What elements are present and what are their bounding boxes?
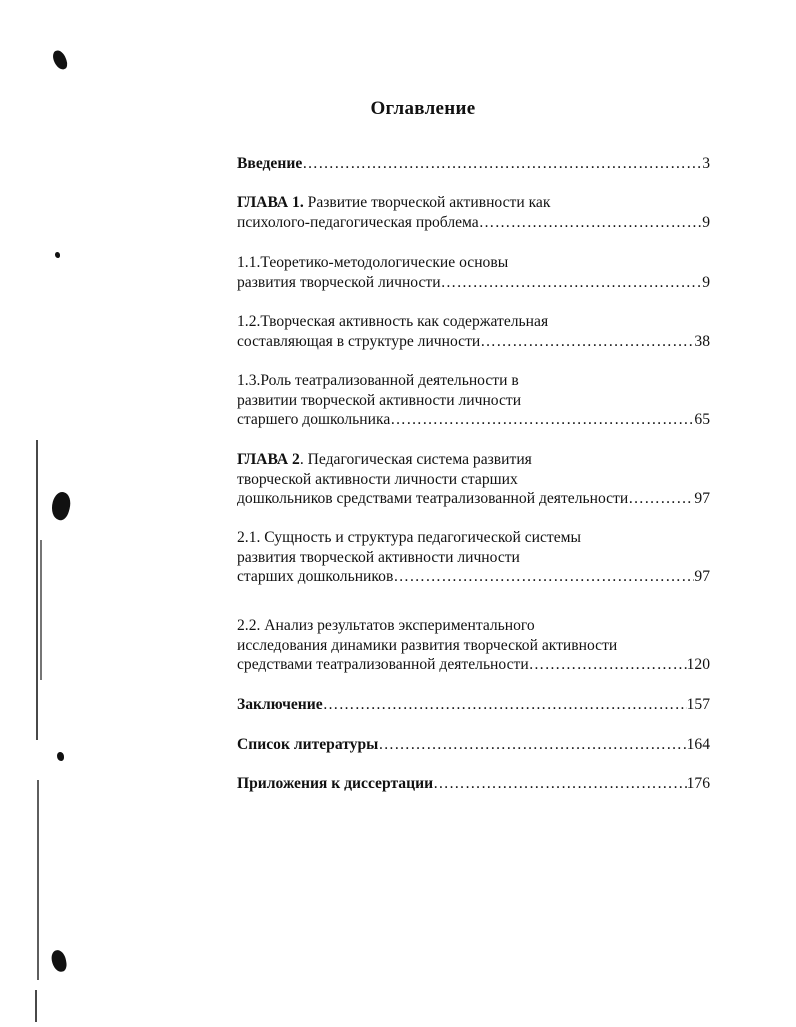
- toc-entry-introduction[interactable]: [237, 154, 710, 174]
- toc-line: 1.2.Творческая активность как содержательная: [237, 313, 549, 330]
- toc-line: психолого-педагогическая проблема: [237, 213, 479, 231]
- toc-line: старших дошкольников: [237, 568, 394, 585]
- scan-blot: [55, 252, 60, 258]
- page-number: 9: [702, 213, 710, 231]
- page-number: 65: [694, 411, 710, 428]
- page-number: 120: [686, 656, 710, 673]
- toc-entry-bibliography[interactable]: [237, 735, 710, 755]
- dot-leader: [393, 567, 694, 587]
- toc-line: составляющая в структуре личности: [237, 332, 481, 350]
- scan-blot: [57, 752, 64, 761]
- toc-line: развития творческой личности: [237, 273, 441, 291]
- scan-blot: [50, 949, 68, 973]
- toc-entry-section-1-2[interactable]: [237, 312, 710, 351]
- toc-line: средствами театрализованной деятельности: [237, 656, 529, 673]
- dot-leader: [302, 154, 702, 174]
- toc-line: творческой активности личности старших: [237, 470, 518, 488]
- toc-line: 1.1.Теоретико-методологические основы: [237, 254, 509, 271]
- dot-leader: [378, 735, 686, 755]
- page-number: 38: [694, 332, 710, 350]
- toc-entry-conclusion[interactable]: [237, 695, 710, 715]
- dot-leader: [390, 410, 694, 430]
- toc-entry-section-1-3[interactable]: [237, 371, 710, 430]
- toc-line: Развитие творческой активности как: [307, 194, 551, 211]
- page-number: 164: [686, 736, 710, 753]
- toc-entry-section-2-2[interactable]: [237, 616, 710, 675]
- toc-line: исследования динамики развития творческой активности: [237, 636, 618, 654]
- toc-entry-section-1-1[interactable]: [237, 253, 710, 292]
- page-number: 9: [702, 273, 710, 291]
- scan-edge-line: [36, 440, 38, 740]
- toc-line: . Педагогическая система развития: [299, 451, 532, 468]
- toc-line: 2.1. Сущность и структура педагогической системы: [237, 529, 581, 546]
- chapter-label: ГЛАВА 1.: [237, 194, 304, 211]
- dot-leader: [529, 655, 687, 675]
- toc-line: дошкольников средствами театрализованной деятельности: [237, 490, 629, 507]
- toc-heading: Приложения к диссертации: [237, 775, 434, 792]
- dot-leader: [480, 332, 694, 352]
- dot-leader: [479, 213, 702, 233]
- page-number: 3: [702, 155, 710, 172]
- toc-entry-appendices[interactable]: [237, 774, 710, 794]
- toc-entry-chapter-1[interactable]: [237, 193, 710, 232]
- page-title: Оглавление: [370, 98, 476, 119]
- toc-line: старшего дошкольника: [237, 411, 391, 428]
- toc-line: развития творческой активности личности: [237, 548, 520, 566]
- page-number: 157: [686, 696, 710, 713]
- toc-entry-chapter-2[interactable]: [237, 450, 710, 509]
- toc-line: 2.2. Анализ результатов экспериментального: [237, 617, 535, 634]
- scan-blot: [49, 490, 74, 522]
- scan-edge-line: [35, 990, 37, 1022]
- scan-blot: [51, 49, 69, 72]
- toc-line: 1.3.Роль театрализованной деятельности в: [237, 372, 519, 389]
- toc-heading: Заключение: [237, 696, 323, 713]
- scan-edge-line: [37, 780, 39, 980]
- toc-line: развитии творческой активности личности: [237, 391, 522, 409]
- toc-entry-section-2-1[interactable]: [237, 528, 710, 587]
- page-number: 97: [694, 490, 710, 507]
- chapter-label: ГЛАВА 2: [237, 451, 300, 468]
- dot-leader: [433, 774, 687, 794]
- toc-heading: Список литературы: [237, 736, 379, 753]
- page-number: 176: [686, 775, 710, 792]
- dot-leader: [628, 489, 694, 509]
- scan-edge-line: [40, 540, 42, 680]
- page-number: 97: [694, 568, 710, 585]
- toc-heading: Введение: [237, 155, 303, 172]
- dot-leader: [441, 273, 703, 293]
- dot-leader: [323, 695, 687, 715]
